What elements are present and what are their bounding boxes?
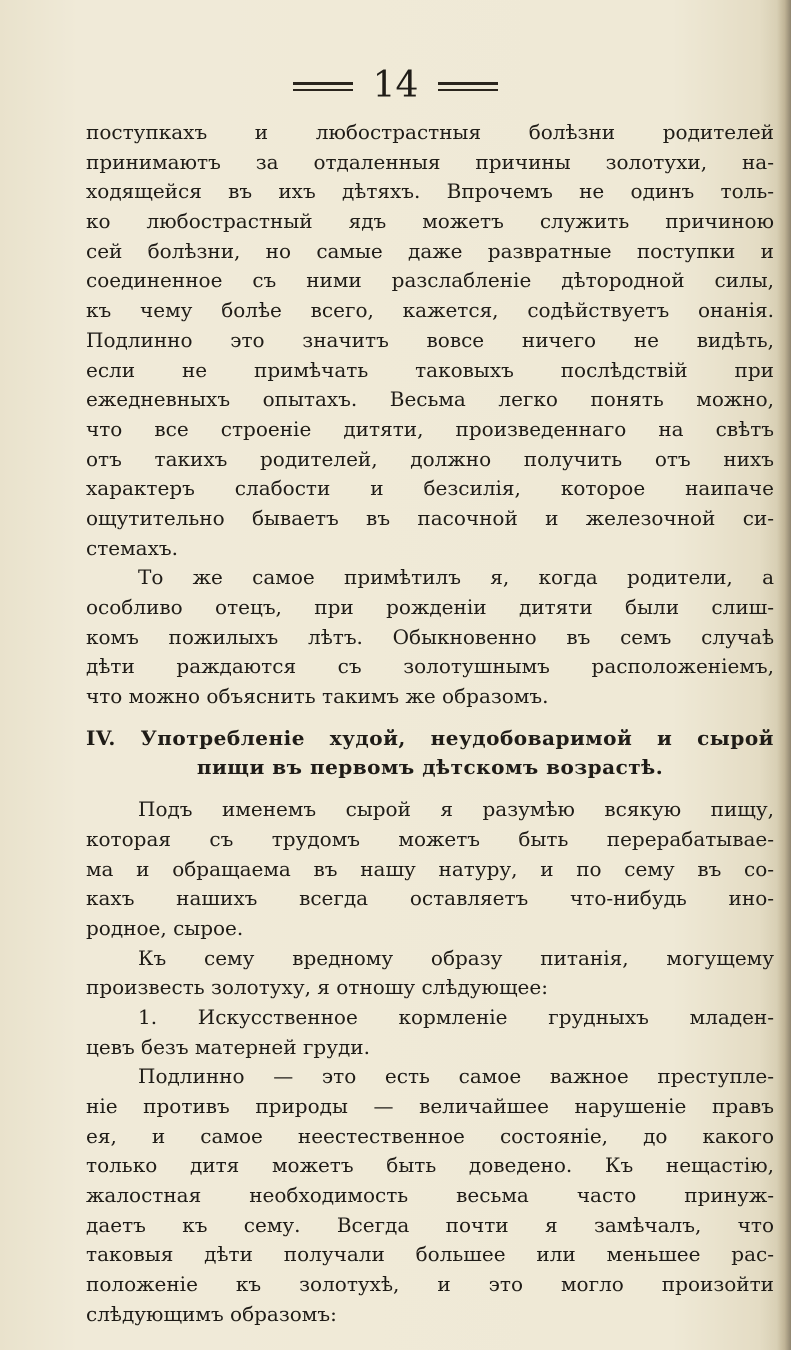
text-line: къ чему болѣе всего, кажется, содѣйствуетъ онанія. — [86, 298, 774, 323]
ornamental-rule-left — [293, 82, 353, 91]
text-line: поступкахъ и любострастныя болѣзни родителей — [86, 120, 774, 144]
text-line: жалостная необходимость весьма часто принуж- — [86, 1183, 774, 1208]
text-line: что все строеніе дитяти, произведеннаго на свѣтъ — [86, 416, 774, 441]
text-line: ея, и самое неестественное состояніе, до какого — [86, 1123, 774, 1148]
text-line: 1. Искусственное кормленіе грудныхъ младен- — [138, 1004, 774, 1029]
text-line: характеръ слабости и безсилія, которое наипаче — [86, 476, 774, 501]
text-line: Подлинно — это есть самое важное преступле- — [138, 1064, 774, 1089]
text-line: принимаютъ за отдаленныя причины золотухи, на- — [86, 149, 774, 174]
text-line: То же самое примѣтилъ я, когда родители, а — [138, 565, 774, 590]
page-edge — [777, 0, 791, 1350]
ornamental-rule-right — [438, 82, 498, 91]
text-line: Подлинно это значитъ вовсе ничего не видѣть, — [86, 327, 774, 352]
text-line: сей болѣзни, но самые даже развратные поступки и — [86, 238, 774, 263]
text-line: особливо отецъ, при рожденіи дитяти были слиш- — [86, 595, 774, 619]
text-line: ніе противъ природы — величайшее нарушеніе правъ — [86, 1094, 774, 1118]
text-line: ощутительно бываетъ въ пасочной и железочной си- — [86, 505, 774, 530]
text-line: ходящейся въ ихъ дѣтяхъ. Впрочемъ не одинъ толь- — [86, 179, 774, 204]
text-line: цевъ безъ матерней груди. — [86, 1034, 370, 1059]
text-line: родное, сырое. — [86, 915, 244, 940]
body-text — [86, 118, 774, 1330]
text-line: отъ такихъ родителей, должно получить отъ нихъ — [86, 446, 774, 471]
text-line: слѣдующимъ образомъ: — [86, 1301, 337, 1326]
text-line: положеніе къ золотухѣ, и это могло произойти — [86, 1272, 774, 1297]
text-line: Подъ именемъ сырой я разумѣю всякую пищу, — [138, 797, 774, 822]
text-line: если не примѣчать таковыхъ послѣдствій при — [86, 357, 774, 382]
text-line: комъ пожилыхъ лѣтъ. Обыкновенно въ семъ случаѣ — [86, 624, 774, 649]
text-line: что можно объяснить такимъ же образомъ. — [86, 684, 549, 709]
text-line: Къ сему вредному образу питанія, могущему — [138, 945, 774, 970]
text-line: стемахъ. — [86, 535, 178, 560]
text-line: ко любострастный ядъ можетъ служить причиною — [86, 209, 774, 234]
section-heading: пищи въ первомъ дѣтскомъ возрастѣ. — [196, 755, 664, 780]
text-line: ма и обращаема въ нашу натуру, и по сему въ со- — [86, 856, 774, 881]
text-line: кахъ нашихъ всегда оставляетъ что-нибудь ино- — [86, 886, 774, 911]
section-heading: IV. Употребленіе худой, неудобоваримой и сырой — [86, 725, 774, 750]
text-line: соединенное съ ними разслабленіе дѣтородной силы, — [86, 268, 774, 293]
text-line: только дитя можетъ быть доведено. Къ нещастію, — [86, 1153, 774, 1178]
text-line: ежедневныхъ опытахъ. Весьма легко понять можно, — [86, 387, 774, 412]
text-line: произвесть золотуху, я отношу слѣдующее: — [86, 975, 548, 1000]
text-line: которая съ трудомъ можетъ быть перерабатывае- — [86, 826, 774, 851]
page-number: 14 — [372, 65, 419, 106]
page-header — [0, 66, 791, 106]
text-line: дѣти раждаются съ золотушнымъ расположеніемъ, — [86, 654, 774, 679]
text-line: даетъ къ сему. Всегда почти я замѣчалъ, что — [86, 1212, 774, 1237]
text-line: таковыя дѣти получали большее или меньшее рас- — [86, 1242, 774, 1267]
